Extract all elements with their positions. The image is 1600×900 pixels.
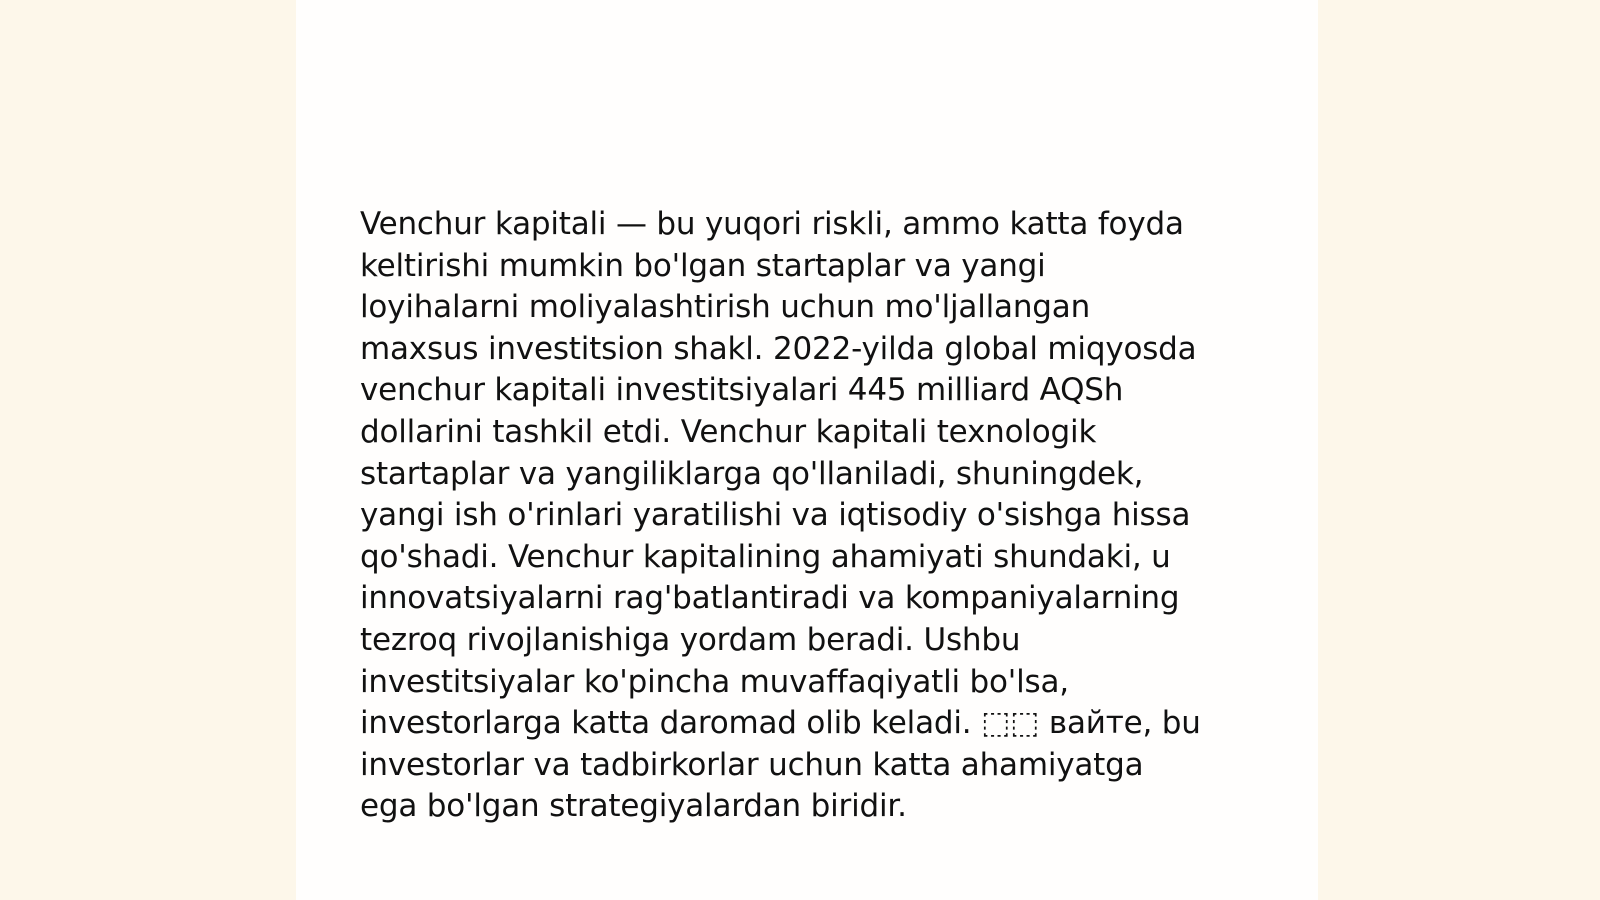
text-line: Venchur kapitali — bu yuqori riskli, ammo katta foyda [360, 206, 1184, 242]
text-line: ega bo'lgan strategiyalardan biridir. [360, 788, 907, 825]
text-line: venchur kapitali investitsiyalari 445 milliard AQSh [360, 372, 1124, 409]
text-line: innovatsiyalarni rag'batlantiradi va kompaniyalarning [360, 580, 1180, 617]
text-line: qo'shadi. Venchur kapitalining ahamiyati shundaki, u [360, 538, 1171, 575]
text-line: keltirishi mumkin bo'lgan startaplar va yangi [360, 247, 1046, 284]
text-line: maxsus investitsion shakl. 2022-yilda global miqyosda [360, 330, 1197, 367]
text-line: yangi ish o'rinlari yaratilishi va iqtisodiy o'sishga hissa [360, 497, 1191, 534]
text-line: startaplar va yangiliklarga qo'llaniladi, shuningdek, [360, 455, 1144, 492]
body-paragraph [360, 204, 1260, 828]
text-line: investorlarga katta daromad olib keladi. ⬚⬚ вайте, bu [360, 705, 1201, 742]
text-line: tezroq rivojlanishiga yordam beradi. Ushbu [360, 621, 1021, 658]
text-line: investitsiyalar ko'pincha muvaffaqiyatli bo'lsa, [360, 663, 1069, 700]
text-line: loyihalarni moliyalashtirish uchun mo'ljallangan [360, 289, 1091, 326]
document-page [296, 0, 1318, 900]
text-line: investorlar va tadbirkorlar uchun katta ahamiyatga [360, 746, 1144, 783]
text-line: dollarini tashkil etdi. Venchur kapitali texnologik [360, 413, 1097, 450]
